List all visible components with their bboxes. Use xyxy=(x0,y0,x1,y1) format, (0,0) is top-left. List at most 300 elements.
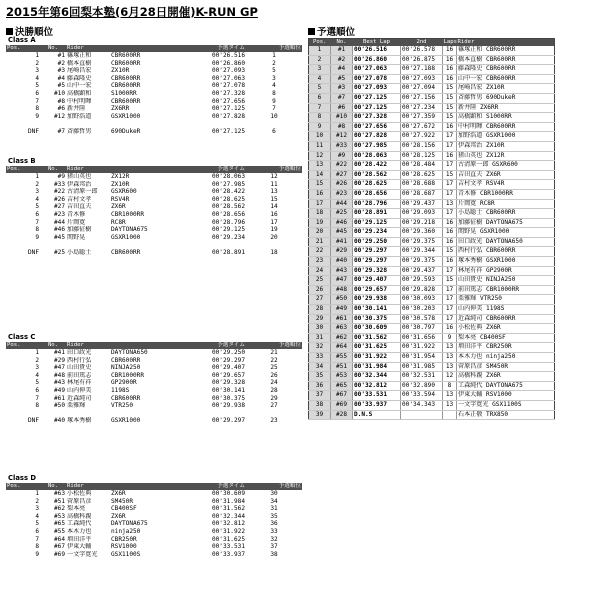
number-cell: #6 xyxy=(57,105,65,113)
rider-cell: 加野浩道 xyxy=(67,112,92,120)
grid-cell: 20 xyxy=(270,233,278,241)
rider-cell: 猪山英也 xyxy=(67,173,92,180)
number-cell: #55 xyxy=(331,353,353,363)
grid-cell: 16 xyxy=(270,210,278,218)
bike-cell: DAYTONA675 xyxy=(111,226,148,234)
number-cell: #2 xyxy=(331,55,353,65)
rider-cell xyxy=(457,74,555,84)
bike-name: CBR600RR xyxy=(486,247,516,255)
col-rider: Rider xyxy=(66,342,174,349)
table-row xyxy=(6,528,302,536)
rider-name: 山内伸美 xyxy=(458,305,483,313)
table-row xyxy=(309,362,555,372)
second-lap-cell: 00'27.094 xyxy=(401,84,443,94)
pos-cell: 34 xyxy=(309,362,331,372)
grid-cell: 6 xyxy=(272,127,276,135)
pos-cell: 7 xyxy=(35,535,39,543)
col-qual-time: 予選タイム xyxy=(174,45,246,52)
number-cell: #12 xyxy=(53,112,65,120)
qual-time-cell: 00'28.891 xyxy=(211,248,245,256)
second-lap-cell: 00'30.093 xyxy=(401,295,443,305)
table-row xyxy=(6,402,302,410)
number-cell: #69 xyxy=(53,550,65,558)
bike-name: ZX6R xyxy=(486,324,501,332)
best-lap-cell: 00'29.657 xyxy=(353,285,401,295)
grid-cell: 35 xyxy=(270,512,278,520)
qual-time-cell: 00'29.328 xyxy=(211,379,245,387)
second-lap-cell: 00'29.218 xyxy=(401,218,443,228)
rider-cell xyxy=(457,305,555,315)
best-lap-cell: 00'26.860 xyxy=(353,55,401,65)
bike-cell: RSV1000 xyxy=(111,543,137,551)
qual-time-cell: 00'32.812 xyxy=(211,520,245,528)
bike-cell: CBR600RR xyxy=(111,52,141,59)
bike-cell: DAYTONA675 xyxy=(111,520,148,528)
second-lap-cell: 00'33.594 xyxy=(401,391,443,401)
rider-name: 藤森隆史 xyxy=(458,65,483,73)
rider-name: 本木力也 xyxy=(458,353,483,360)
grid-cell: 37 xyxy=(270,543,278,551)
col-no: No. xyxy=(331,39,353,47)
pos-cell: 5 xyxy=(35,379,39,387)
best-lap-cell: 00'30.375 xyxy=(353,314,401,324)
table-row xyxy=(6,75,302,83)
qual-time-cell: 00'29.938 xyxy=(211,402,245,410)
laps-cell: 16 xyxy=(443,65,457,75)
rider-cell: 塚本秀樹 xyxy=(67,417,92,425)
pos-cell: 24 xyxy=(309,266,331,276)
table-row xyxy=(309,46,555,55)
table-row xyxy=(309,199,555,209)
bike-name: ninja250 xyxy=(486,353,516,360)
bike-name: CBR600RR xyxy=(486,314,516,322)
laps-cell: 17 xyxy=(443,141,457,151)
table-row xyxy=(309,218,555,228)
rider-cell xyxy=(457,93,555,103)
number-cell: #45 xyxy=(331,228,353,238)
grid-cell: 29 xyxy=(270,394,278,402)
final-header-row xyxy=(6,342,302,349)
best-lap-cell: 00'27.828 xyxy=(353,132,401,142)
qual-time-cell: 00'27.093 xyxy=(211,67,245,75)
number-cell: #46 xyxy=(331,218,353,228)
qual-time-cell: 00'29.125 xyxy=(211,226,245,234)
number-cell: #22 xyxy=(53,188,65,196)
bike-cell: ZX6R xyxy=(111,512,126,520)
table-row xyxy=(309,314,555,324)
page-title: 2015年第6回梨本塾(6月28日開催)K-RUN GP xyxy=(6,5,258,19)
col-rider: Rider xyxy=(66,483,174,490)
pos-cell: 32 xyxy=(309,343,331,353)
qual-time-cell: 00'29.234 xyxy=(211,233,245,241)
bike-name: CBR600RR xyxy=(486,122,516,130)
rider-name: 関野晃 xyxy=(458,228,477,236)
col-qual-time: 予選タイム xyxy=(174,166,246,173)
qual-time-cell: 00'27.328 xyxy=(211,89,245,97)
rider-cell: 伊東大輔 xyxy=(67,543,92,551)
qual-time-cell: 00'29.657 xyxy=(211,371,245,379)
rider-name: 小松佐典 xyxy=(458,324,483,332)
pos-cell: 26 xyxy=(309,285,331,295)
table-row xyxy=(309,266,555,276)
spacer-row xyxy=(6,120,302,128)
rider-name: 前田篤志 xyxy=(458,285,483,293)
bike-cell: S1000RR xyxy=(111,89,137,97)
number-cell: #44 xyxy=(53,218,65,226)
table-row xyxy=(309,170,555,180)
grid-cell: 5 xyxy=(272,67,276,75)
grid-cell: 33 xyxy=(270,527,278,535)
pos-cell: 28 xyxy=(309,305,331,315)
bike-name: RSV4R xyxy=(486,180,505,188)
table-row xyxy=(6,395,302,403)
number-cell: #4 xyxy=(331,65,353,75)
rider-cell xyxy=(457,55,555,65)
pos-cell: 6 xyxy=(35,527,39,535)
pos-cell: 6 xyxy=(35,210,39,218)
best-lap-cell: 00'31.984 xyxy=(353,362,401,372)
table-row xyxy=(6,364,302,372)
pos-cell: 3 xyxy=(35,188,39,196)
bike-name: CBR600RR xyxy=(486,55,516,63)
table-row xyxy=(6,52,302,60)
table-row xyxy=(309,391,555,401)
bike-name: SM450R xyxy=(486,362,509,370)
qual-time-cell: 00'28.063 xyxy=(211,173,245,180)
laps-cell: 17 xyxy=(443,189,457,199)
number-cell: #62 xyxy=(53,505,65,513)
number-cell: #67 xyxy=(53,543,65,551)
rider-cell: 伊森邦治 xyxy=(67,180,92,188)
pos-cell: 4 xyxy=(309,74,331,84)
best-lap-cell: 00'28.656 xyxy=(353,189,401,199)
qual-time-cell: 00'27.063 xyxy=(211,74,245,82)
number-cell: #6 xyxy=(331,103,353,113)
rider-name: 西村行弘 xyxy=(458,247,483,255)
pos-cell: 6 xyxy=(309,93,331,103)
table-row xyxy=(6,173,302,181)
rider-cell: 加藤征樹 xyxy=(67,226,92,234)
rider-cell xyxy=(457,237,555,247)
pos-cell: 17 xyxy=(309,199,331,209)
bike-name: S1000RR xyxy=(486,113,512,121)
table-row xyxy=(309,257,555,267)
final-results-heading: 決勝順位 xyxy=(6,24,53,38)
pos-cell: 36 xyxy=(309,381,331,391)
table-row xyxy=(309,400,555,410)
table-row xyxy=(309,305,555,315)
best-lap-cell: 00'27.093 xyxy=(353,84,401,94)
second-lap-cell: 00'27.188 xyxy=(401,65,443,75)
rider-cell: 高橋科親 xyxy=(67,512,92,520)
number-cell: #41 xyxy=(331,237,353,247)
best-lap-cell: 00'29.328 xyxy=(353,266,401,276)
rider-cell xyxy=(457,410,555,420)
bike-name: CBR600RR xyxy=(486,74,516,82)
grid-cell: 4 xyxy=(272,82,276,90)
number-cell: #43 xyxy=(331,266,353,276)
rider-name: 栗雅輝 xyxy=(458,295,477,303)
table-row xyxy=(309,84,555,94)
bike-name: DAYTONA675 xyxy=(486,381,523,389)
best-lap-cell: 00'31.562 xyxy=(353,333,401,343)
table-row xyxy=(309,228,555,238)
qual-time-cell: 00'26.860 xyxy=(211,59,245,67)
number-cell: #69 xyxy=(331,400,353,410)
rider-cell: 山内伸美 xyxy=(67,386,92,394)
grid-cell: 21 xyxy=(270,349,278,356)
rider-name: 吉村文孝 xyxy=(458,180,483,188)
best-lap-cell: 00'29.938 xyxy=(353,295,401,305)
rider-name: 近森純司 xyxy=(458,314,483,322)
rider-cell: 古清原一郎 xyxy=(67,188,98,196)
bike-cell: ZX10R xyxy=(111,180,130,188)
number-cell: #44 xyxy=(331,199,353,209)
pos-cell: 4 xyxy=(35,195,39,203)
table-row xyxy=(6,498,302,506)
number-cell: #48 xyxy=(53,371,65,379)
rider-name: 塚本秀樹 xyxy=(458,257,483,265)
number-cell: #5 xyxy=(57,82,65,90)
laps-cell: 15 xyxy=(443,170,457,180)
number-cell: #61 xyxy=(53,394,65,402)
second-lap-cell xyxy=(401,410,443,420)
laps-cell: 17 xyxy=(443,161,457,171)
rider-cell: 近森純司 xyxy=(67,394,92,402)
table-row xyxy=(309,295,555,305)
table-row xyxy=(309,65,555,75)
number-cell: #46 xyxy=(53,226,65,234)
qual-time-cell: 00'27.656 xyxy=(211,97,245,105)
rider-cell xyxy=(457,122,555,132)
bike-name: NINJA250 xyxy=(486,276,516,284)
qual-time-cell: 00'27.125 xyxy=(211,105,245,113)
rider-cell: 小松佐典 xyxy=(67,490,92,497)
laps-cell: 15 xyxy=(443,93,457,103)
pos-cell: 9 xyxy=(35,233,39,241)
rider-name: 篠塚正和 xyxy=(458,46,483,53)
number-cell: #9 xyxy=(331,151,353,161)
rider-name: 加野浩道 xyxy=(458,132,483,140)
best-lap-cell: 00'27.078 xyxy=(353,74,401,84)
pos-cell: 1 xyxy=(35,173,39,180)
qual-time-cell: 00'27.078 xyxy=(211,82,245,90)
best-lap-cell: 00'28.796 xyxy=(353,199,401,209)
rider-cell: 一文字寛光 xyxy=(67,550,98,558)
rider-cell xyxy=(457,324,555,334)
table-row xyxy=(6,513,302,521)
best-lap-cell: 00'27.656 xyxy=(353,122,401,132)
pos-cell: 10 xyxy=(309,132,331,142)
pos-cell: 22 xyxy=(309,247,331,257)
rider-cell: 増田洋平 xyxy=(67,535,92,543)
laps-cell: 16 xyxy=(443,324,457,334)
pos-cell: 19 xyxy=(309,218,331,228)
table-row-dnf xyxy=(6,128,302,136)
pos-cell: 1 xyxy=(35,349,39,356)
bike-name: ZX6RR xyxy=(479,103,499,111)
table-row xyxy=(309,276,555,286)
rider-cell xyxy=(457,113,555,123)
table-row xyxy=(309,122,555,132)
final-header-row xyxy=(6,45,302,52)
bike-cell: GSX1100S xyxy=(111,550,141,558)
second-lap-cell: 00'27.234 xyxy=(401,103,443,113)
rider-cell xyxy=(457,170,555,180)
rider-cell: 篠塚正和 xyxy=(67,52,92,59)
rider-cell xyxy=(457,372,555,382)
grid-cell: 15 xyxy=(270,195,278,203)
second-lap-cell: 00'30.578 xyxy=(401,314,443,324)
class-label: Class D xyxy=(8,474,37,482)
pos-cell: 3 xyxy=(35,67,39,75)
grid-cell: 17 xyxy=(270,218,278,226)
bike-cell: SM450R xyxy=(111,497,134,505)
col-pos: Pos. xyxy=(6,45,40,52)
laps-cell: 15 xyxy=(443,84,457,94)
grid-cell: 36 xyxy=(270,520,278,528)
rider-cell xyxy=(457,180,555,190)
bike-cell: 1198S xyxy=(111,386,130,394)
laps-cell: 17 xyxy=(443,132,457,142)
laps-cell: 16 xyxy=(443,122,457,132)
second-lap-cell: 00'29.093 xyxy=(401,209,443,219)
number-cell: #51 xyxy=(53,497,65,505)
number-cell: #29 xyxy=(53,356,65,364)
bike-name: CBR1000RR xyxy=(486,285,520,293)
best-lap-cell: 00'29.297 xyxy=(353,257,401,267)
table-row xyxy=(309,189,555,199)
pos-cell: 3 xyxy=(309,65,331,75)
rider-cell xyxy=(457,65,555,75)
second-lap-cell: 00'27.359 xyxy=(401,113,443,123)
pos-cell: 39 xyxy=(309,410,331,420)
second-lap-cell: 00'30.797 xyxy=(401,324,443,334)
table-row xyxy=(6,520,302,528)
best-lap-cell: 00'33.531 xyxy=(353,391,401,401)
bike-cell: CBR600RR xyxy=(111,248,141,256)
grid-cell: 13 xyxy=(270,188,278,196)
bike-cell: ninja250 xyxy=(111,527,141,535)
number-cell: #8 xyxy=(331,122,353,132)
col-no: No. xyxy=(40,45,66,52)
grid-cell: 23 xyxy=(270,417,278,425)
rider-cell xyxy=(457,161,555,171)
laps-cell: 16 xyxy=(443,46,457,55)
pos-cell: 4 xyxy=(35,371,39,379)
qual-time-cell: 00'27.985 xyxy=(211,180,245,188)
pos-cell: 9 xyxy=(35,112,39,120)
bike-name: ZX6R xyxy=(486,372,501,380)
col-grid: 予選順位 xyxy=(246,166,302,173)
table-row xyxy=(309,93,555,103)
col-pos: Pos. xyxy=(6,166,40,173)
pos-cell: 37 xyxy=(309,391,331,401)
number-cell: #64 xyxy=(53,535,65,543)
bike-cell: CBR1000RR xyxy=(111,210,145,218)
class-label: Class B xyxy=(8,157,36,165)
final-class-table xyxy=(6,45,302,136)
bike-cell: GSXR1000 xyxy=(111,112,141,120)
number-cell: #29 xyxy=(331,247,353,257)
col-best-lap: Best Lap xyxy=(353,39,401,47)
final-header-row xyxy=(6,166,302,173)
number-cell: #9 xyxy=(57,173,65,180)
bike-cell: CBR600RR xyxy=(111,394,141,402)
pos-cell: 3 xyxy=(35,364,39,372)
col-rider: Rider xyxy=(457,39,555,47)
rider-cell xyxy=(457,285,555,295)
laps-cell: 12 xyxy=(443,372,457,382)
pos-cell: 21 xyxy=(309,237,331,247)
number-cell: #26 xyxy=(331,180,353,190)
pos-cell: 2 xyxy=(309,55,331,65)
grid-cell: 10 xyxy=(270,112,278,120)
rider-cell: 林尾有祥 xyxy=(67,379,92,387)
pos-cell: 14 xyxy=(309,170,331,180)
rider-name: 菅原昌彦 xyxy=(458,362,483,370)
laps-cell: 13 xyxy=(443,199,457,209)
rider-cell xyxy=(457,132,555,142)
class-label: Class A xyxy=(8,36,36,44)
pos-cell: 27 xyxy=(309,295,331,305)
number-cell: #65 xyxy=(53,520,65,528)
table-row xyxy=(6,60,302,68)
bike-name: GSXR1000 xyxy=(486,257,516,265)
number-cell: #47 xyxy=(53,364,65,372)
rider-cell xyxy=(457,400,555,410)
number-cell: #67 xyxy=(331,391,353,401)
number-cell: #50 xyxy=(53,402,65,410)
grid-cell: 34 xyxy=(270,497,278,505)
number-cell: #50 xyxy=(331,295,353,305)
bike-cell: CBR600RR xyxy=(111,74,141,82)
rider-cell: 本木力也 xyxy=(67,527,92,535)
second-lap-cell: 00'31.922 xyxy=(401,343,443,353)
laps-cell: 13 xyxy=(443,353,457,363)
rider-name: 中村明暉 xyxy=(458,122,483,130)
best-lap-cell: 00'29.125 xyxy=(353,218,401,228)
qual-time-cell: 00'29.297 xyxy=(211,356,245,364)
rider-cell: 小島聡士 xyxy=(67,248,92,256)
qual-time-cell: 00'28.562 xyxy=(211,203,245,211)
grid-cell: 32 xyxy=(270,535,278,543)
rider-name: 尾崎昌宏 xyxy=(458,84,483,92)
pos-cell: 16 xyxy=(309,189,331,199)
laps-cell: 17 xyxy=(443,266,457,276)
laps-cell: 17 xyxy=(443,295,457,305)
bike-name: GP2900R xyxy=(486,266,512,274)
pos-cell: 11 xyxy=(309,141,331,151)
bike-name: 690DukeR xyxy=(486,93,516,101)
table-row xyxy=(309,113,555,123)
rider-cell xyxy=(457,46,555,55)
rider-name: 梨本亮 xyxy=(458,333,477,341)
col-grid: 予選順位 xyxy=(246,483,302,490)
qual-time-cell: 00'31.922 xyxy=(211,527,245,535)
number-cell: #55 xyxy=(53,527,65,535)
number-cell: #65 xyxy=(331,381,353,391)
qualifying-table xyxy=(308,38,555,420)
bike-cell: ZX6R xyxy=(111,203,126,211)
laps-cell xyxy=(443,410,457,420)
number-cell: #1 xyxy=(57,52,65,59)
rider-cell xyxy=(457,141,555,151)
laps-cell: 15 xyxy=(443,276,457,286)
table-row xyxy=(309,209,555,219)
laps-cell: 13 xyxy=(443,362,457,372)
rider-name: 高橋科親 xyxy=(458,372,483,380)
